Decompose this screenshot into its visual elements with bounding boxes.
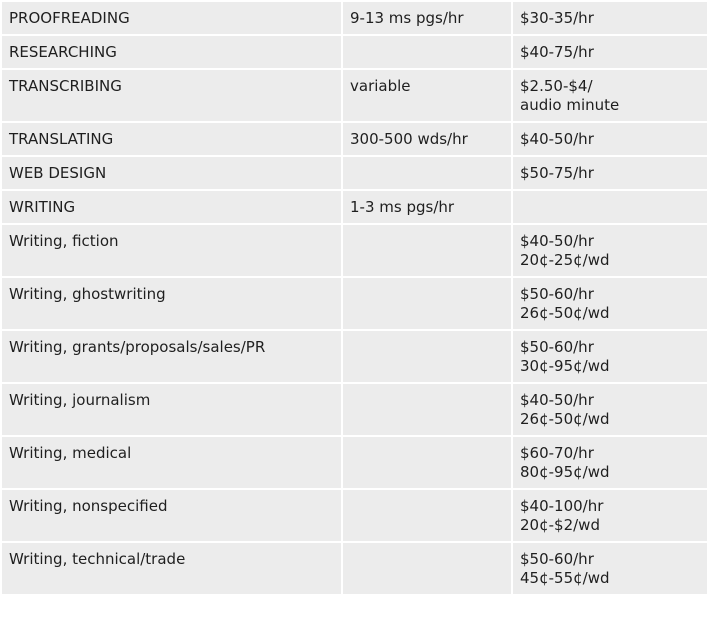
- rate-line: 26¢-50¢/wd: [520, 304, 610, 322]
- service-cell: Writing, journalism: [2, 384, 341, 435]
- table-row: [2, 123, 707, 155]
- service-cell: Writing, ghostwriting: [2, 278, 341, 329]
- service-cell: TRANSCRIBING: [2, 70, 341, 121]
- table-row: [2, 191, 707, 223]
- pace-cell: [343, 331, 511, 382]
- service-cell: WEB DESIGN: [2, 157, 341, 189]
- table-row: [2, 437, 707, 488]
- pace-cell: [343, 157, 511, 189]
- table-row: [2, 278, 707, 329]
- pace-cell: [343, 437, 511, 488]
- rate-cell: [513, 2, 707, 34]
- rate-line: $50-60/hr: [520, 338, 594, 356]
- pace-cell: [343, 36, 511, 68]
- pace-cell: [343, 278, 511, 329]
- rates-table-body: [2, 2, 707, 594]
- table-row: [2, 36, 707, 68]
- pace-cell: [343, 225, 511, 276]
- rate-cell: [513, 70, 707, 121]
- table-row: [2, 543, 707, 594]
- rate-line: $50-60/hr: [520, 550, 594, 568]
- pace-cell: [343, 543, 511, 594]
- rate-line: 45¢-55¢/wd: [520, 569, 610, 587]
- pace-cell: [343, 384, 511, 435]
- rate-line: $40-75/hr: [520, 43, 594, 61]
- rate-line: $40-100/hr: [520, 497, 604, 515]
- rate-line: $40-50/hr: [520, 391, 594, 409]
- pace-cell: 1-3 ms pgs/hr: [343, 191, 511, 223]
- rate-line: $60-70/hr: [520, 444, 594, 462]
- rate-cell: [513, 543, 707, 594]
- rate-line: audio minute: [520, 96, 620, 114]
- rate-cell: [513, 123, 707, 155]
- rate-cell: [513, 331, 707, 382]
- pace-cell: [343, 490, 511, 541]
- rate-line: $40-50/hr: [520, 130, 594, 148]
- rate-line: 30¢-95¢/wd: [520, 357, 610, 375]
- rate-cell: [513, 225, 707, 276]
- table-row: [2, 2, 707, 34]
- pace-cell: 300-500 wds/hr: [343, 123, 511, 155]
- rate-line: 80¢-95¢/wd: [520, 463, 610, 481]
- table-row: [2, 331, 707, 382]
- service-cell: WRITING: [2, 191, 341, 223]
- service-cell: Writing, grants/proposals/sales/PR: [2, 331, 341, 382]
- table-row: [2, 490, 707, 541]
- table-row: [2, 70, 707, 121]
- table-row: [2, 384, 707, 435]
- table-row: [2, 157, 707, 189]
- rate-cell: [513, 278, 707, 329]
- service-cell: TRANSLATING: [2, 123, 341, 155]
- service-cell: RESEARCHING: [2, 36, 341, 68]
- rate-cell: [513, 384, 707, 435]
- service-cell: Writing, technical/trade: [2, 543, 341, 594]
- rate-cell: [513, 437, 707, 488]
- service-cell: PROOFREADING: [2, 2, 341, 34]
- rate-line: 20¢-25¢/wd: [520, 251, 610, 269]
- rate-line: $30-35/hr: [520, 9, 594, 27]
- rate-line: $50-75/hr: [520, 164, 594, 182]
- service-cell: Writing, nonspecified: [2, 490, 341, 541]
- pace-cell: variable: [343, 70, 511, 121]
- rate-line: 20¢-$2/wd: [520, 516, 600, 534]
- rate-line: $50-60/hr: [520, 285, 594, 303]
- pace-cell: 9-13 ms pgs/hr: [343, 2, 511, 34]
- rate-cell: [513, 490, 707, 541]
- rate-cell: [513, 157, 707, 189]
- rate-cell: [513, 191, 707, 223]
- rate-line: 26¢-50¢/wd: [520, 410, 610, 428]
- rate-line: $2.50-$4/: [520, 77, 593, 95]
- table-row: [2, 225, 707, 276]
- rate-cell: [513, 36, 707, 68]
- rate-line: $40-50/hr: [520, 232, 594, 250]
- service-cell: Writing, medical: [2, 437, 341, 488]
- service-cell: Writing, fiction: [2, 225, 341, 276]
